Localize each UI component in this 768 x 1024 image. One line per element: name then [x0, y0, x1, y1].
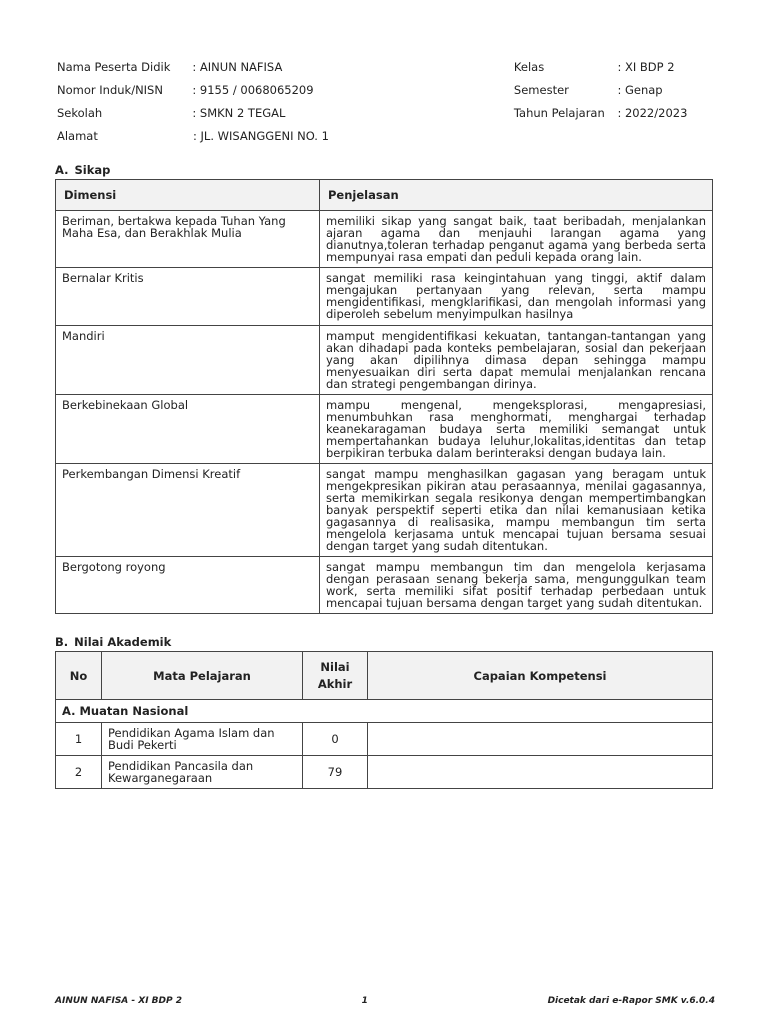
- mapel-cell: Pendidikan Agama Islam dan Budi Pekerti: [102, 723, 303, 756]
- penjelasan-cell: mamput mengidentifikasi kekuatan, tantangan-tantangan yang akan dihadapi pada konteks pembelajaran, sosial dan pekerjaan yang akan dipilihnya dimasa depan sehingga mampu menyesuaikan diri serta dapat memulai menjalankan rencana dan strategi pengembangan dirinya.: [320, 326, 713, 395]
- table-row: [56, 268, 713, 326]
- table-row: [56, 557, 713, 614]
- column-header-penjelasan: Penjelasan: [320, 180, 713, 211]
- info-label: Nomor Induk/NISN: [57, 82, 163, 97]
- info-value: : 9155 / 0068065209: [192, 82, 314, 97]
- penjelasan-cell: mampu mengenal, mengeksplorasi, mengapresiasi, menumbuhkan rasa menghormati, menghargai terhadap keanekaragaman budaya serta memiliki semangat untuk mempertahankan budaya leluhur,lokalitas,identitas dan tetap berpikiran terbuka dalam berinteraksi dengan budaya lain.: [320, 395, 713, 464]
- no-cell: 2: [56, 756, 102, 789]
- group-row: [56, 700, 713, 723]
- column-header-no: No: [56, 652, 102, 700]
- dimensi-cell: Beriman, bertakwa kepada Tuhan Yang Maha Esa, dan Berakhlak Mulia: [56, 211, 320, 268]
- column-header-mapel: Mata Pelajaran: [102, 652, 303, 700]
- info-value: : 2022/2023: [617, 105, 688, 120]
- dimensi-cell: Mandiri: [56, 326, 320, 395]
- nilai-header-line1: Nilai: [320, 659, 350, 674]
- penjelasan-cell: sangat mampu menghasilkan gagasan yang beragam untuk mengekpresikan pikiran atau perasaannya, menilai gagasannya, serta memikirkan segala resikonya dengan mempertimbangkan banyak perspektif seperti etika dan nilai kemanusiaan ketika gagasannya di realisasika, mampu membangun tim serta mengelola kerjasama untuk mencapai tujuan bersama sesuai dengan target yang sudah ditentukan.: [320, 464, 713, 557]
- no-cell: 1: [56, 723, 102, 756]
- penjelasan-cell: sangat mampu membangun tim dan mengelola kerjasama dengan perasaan senang bekerja sama, mengunggulkan team work, serta memiliki sifat positif terhadap perbedaan untuk mencapai tujuan bersama dengan target yang sudah ditentukan.: [320, 557, 713, 614]
- group-label: A. Muatan Nasional: [56, 700, 713, 723]
- page-number: 1: [361, 996, 368, 1006]
- info-label: Nama Peserta Didik: [57, 59, 171, 74]
- column-header-capaian: Capaian Kompetensi: [368, 652, 713, 700]
- mapel-cell: Pendidikan Pancasila dan Kewarganegaraan: [102, 756, 303, 789]
- section-label: Sikap: [74, 163, 111, 177]
- info-value: : SMKN 2 TEGAL: [192, 105, 286, 120]
- info-label: Semester: [513, 82, 569, 97]
- dimensi-cell: Bernalar Kritis: [56, 268, 320, 326]
- table-header-row: [56, 180, 713, 211]
- table-row: [56, 756, 713, 789]
- column-header-dimensi: Dimensi: [56, 180, 320, 211]
- penjelasan-cell: sangat memiliki rasa keingintahuan yang tinggi, aktif dalam mengajukan pertanyaan yang relevan, serta mampu mengidentifikasi, mengklarifikasi, dan mengolah informasi yang diperoleh sebelum menyimpulkan hasilnya: [320, 268, 713, 326]
- table-row: [56, 723, 713, 756]
- info-row: [57, 101, 717, 124]
- info-label: Kelas: [513, 59, 545, 74]
- section-number: A.: [55, 163, 69, 177]
- penjelasan-cell: memiliki sikap yang sangat baik, taat beribadah, menjalankan ajaran agama dan menjauhi larangan agama yang dianutnya,toleran terhadap penganut agama yang berbeda serta mempunyai rasa empati dan peduli kepada orang lain.: [320, 211, 713, 268]
- info-value: : AINUN NAFISA: [192, 59, 283, 74]
- section-number: B.: [55, 635, 69, 649]
- page-footer: [55, 996, 715, 1006]
- info-label: Alamat: [57, 128, 98, 143]
- table-header-row: [56, 652, 713, 700]
- dimensi-cell: Perkembangan Dimensi Kreatif: [56, 464, 320, 557]
- student-info: [57, 55, 717, 147]
- nilai-cell: 0: [303, 723, 368, 756]
- table-row: [56, 326, 713, 395]
- dimensi-cell: Berkebinekaan Global: [56, 395, 320, 464]
- table-row: [56, 395, 713, 464]
- info-value: : XI BDP 2: [617, 59, 675, 74]
- info-row: [57, 55, 717, 78]
- info-row: [57, 78, 717, 101]
- akademik-table: [55, 651, 713, 789]
- nilai-cell: 79: [303, 756, 368, 789]
- section-title-sikap: [55, 163, 110, 177]
- info-row: [57, 124, 717, 147]
- table-row: [56, 464, 713, 557]
- footer-printed-by: Dicetak dari e-Rapor SMK v.6.0.4: [547, 996, 715, 1006]
- info-label: Sekolah: [57, 105, 103, 120]
- dimensi-cell: Bergotong royong: [56, 557, 320, 614]
- info-label: Tahun Pelajaran: [513, 105, 605, 120]
- info-value: : Genap: [617, 82, 663, 97]
- nilai-header-line2: Akhir: [317, 676, 353, 691]
- section-title-akademik: [55, 635, 171, 649]
- section-label: Nilai Akademik: [74, 635, 172, 649]
- capaian-cell: [368, 723, 713, 756]
- sikap-table: [55, 179, 713, 614]
- footer-student: AINUN NAFISA - XI BDP 2: [55, 996, 183, 1006]
- column-header-nilai: [303, 652, 368, 700]
- capaian-cell: [368, 756, 713, 789]
- info-value: : JL. WISANGGENI NO. 1: [193, 128, 329, 143]
- table-row: [56, 211, 713, 268]
